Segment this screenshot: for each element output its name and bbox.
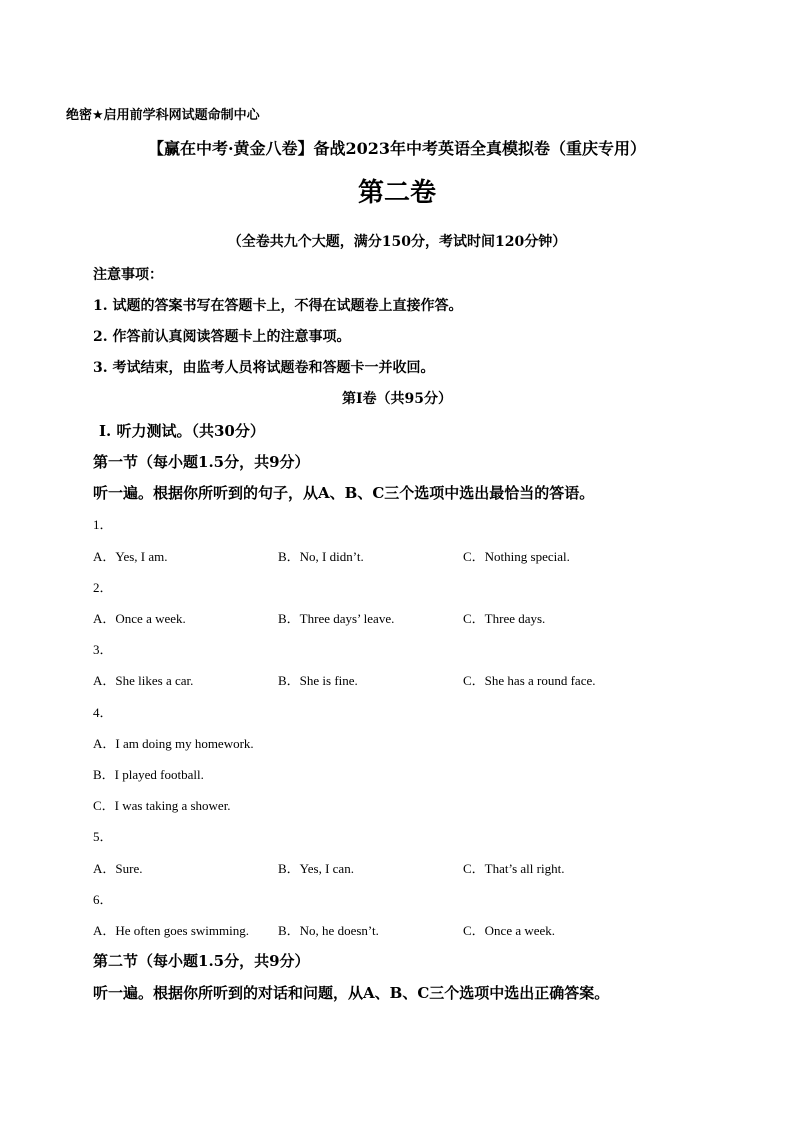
option-c: C．Three days. [463, 611, 546, 626]
option-c: C．I was taking a shower. [93, 798, 231, 813]
option-b: B．Three days’ leave. [278, 611, 395, 626]
question-number: 2． [93, 580, 113, 595]
subsection-instruction: 听一遍。根据你所听到的对话和问题，从A、B、C三个选项中选出正确答案。 [93, 984, 610, 1002]
option-c: C．That’s all right. [463, 861, 565, 876]
confidential-mark: 绝密★启用前学科网试题命制中心 [66, 108, 260, 123]
option-a: A．I am doing my homework. [93, 736, 254, 751]
option-b: B．No, he doesn’t. [278, 923, 379, 938]
question-number: 5． [93, 829, 113, 844]
exam-info: （全卷共九个大题，满分150分，考试时间120分钟） [227, 234, 567, 250]
option-b: B．She is fine. [278, 673, 358, 688]
subsection-instruction: 听一遍。根据你所听到的句子，从A、B、C三个选项中选出最恰当的答语。 [93, 484, 595, 502]
subsection-title: 第二节（每小题1.5分，共9分） [93, 952, 310, 970]
option-a: A．Once a week. [93, 611, 186, 626]
option-a: A．He often goes swimming. [93, 923, 249, 938]
question-number: 1． [93, 517, 113, 532]
option-c: C．Once a week. [463, 923, 556, 938]
option-a: A．Yes, I am. [93, 549, 168, 564]
question-number: 3． [93, 642, 113, 657]
note-item: 2. 作答前认真阅读答题卡上的注意事项。 [93, 329, 351, 345]
option-b: B．Yes, I can. [278, 861, 354, 876]
part-title: 第I卷（共95分） [341, 391, 453, 407]
notes-heading: 注意事项： [93, 267, 163, 283]
option-b: B．No, I didn’t. [278, 549, 364, 564]
question-number: 6． [93, 892, 113, 907]
option-a: A．She likes a car. [93, 673, 194, 688]
subsection-title: 第一节（每小题1.5分，共9分） [93, 453, 310, 471]
section-title: Ⅰ. 听力测试。（共30分） [99, 422, 265, 440]
note-item: 1. 试题的答案书写在答题卡上，不得在试题卷上直接作答。 [93, 298, 463, 314]
note-item: 3. 考试结束，由监考人员将试题卷和答题卡一并收回。 [93, 360, 435, 376]
option-c: C．She has a round face. [463, 673, 596, 688]
series-title: 【赢在中考·黄金八卷】备战2023年中考英语全真模拟卷（重庆专用） [147, 139, 647, 158]
option-a: A．Sure. [93, 861, 143, 876]
option-c: C．Nothing special. [463, 549, 570, 564]
option-b: B．I played football. [93, 767, 204, 782]
question-number: 4． [93, 705, 113, 720]
volume-title: 第二卷 [357, 178, 436, 208]
